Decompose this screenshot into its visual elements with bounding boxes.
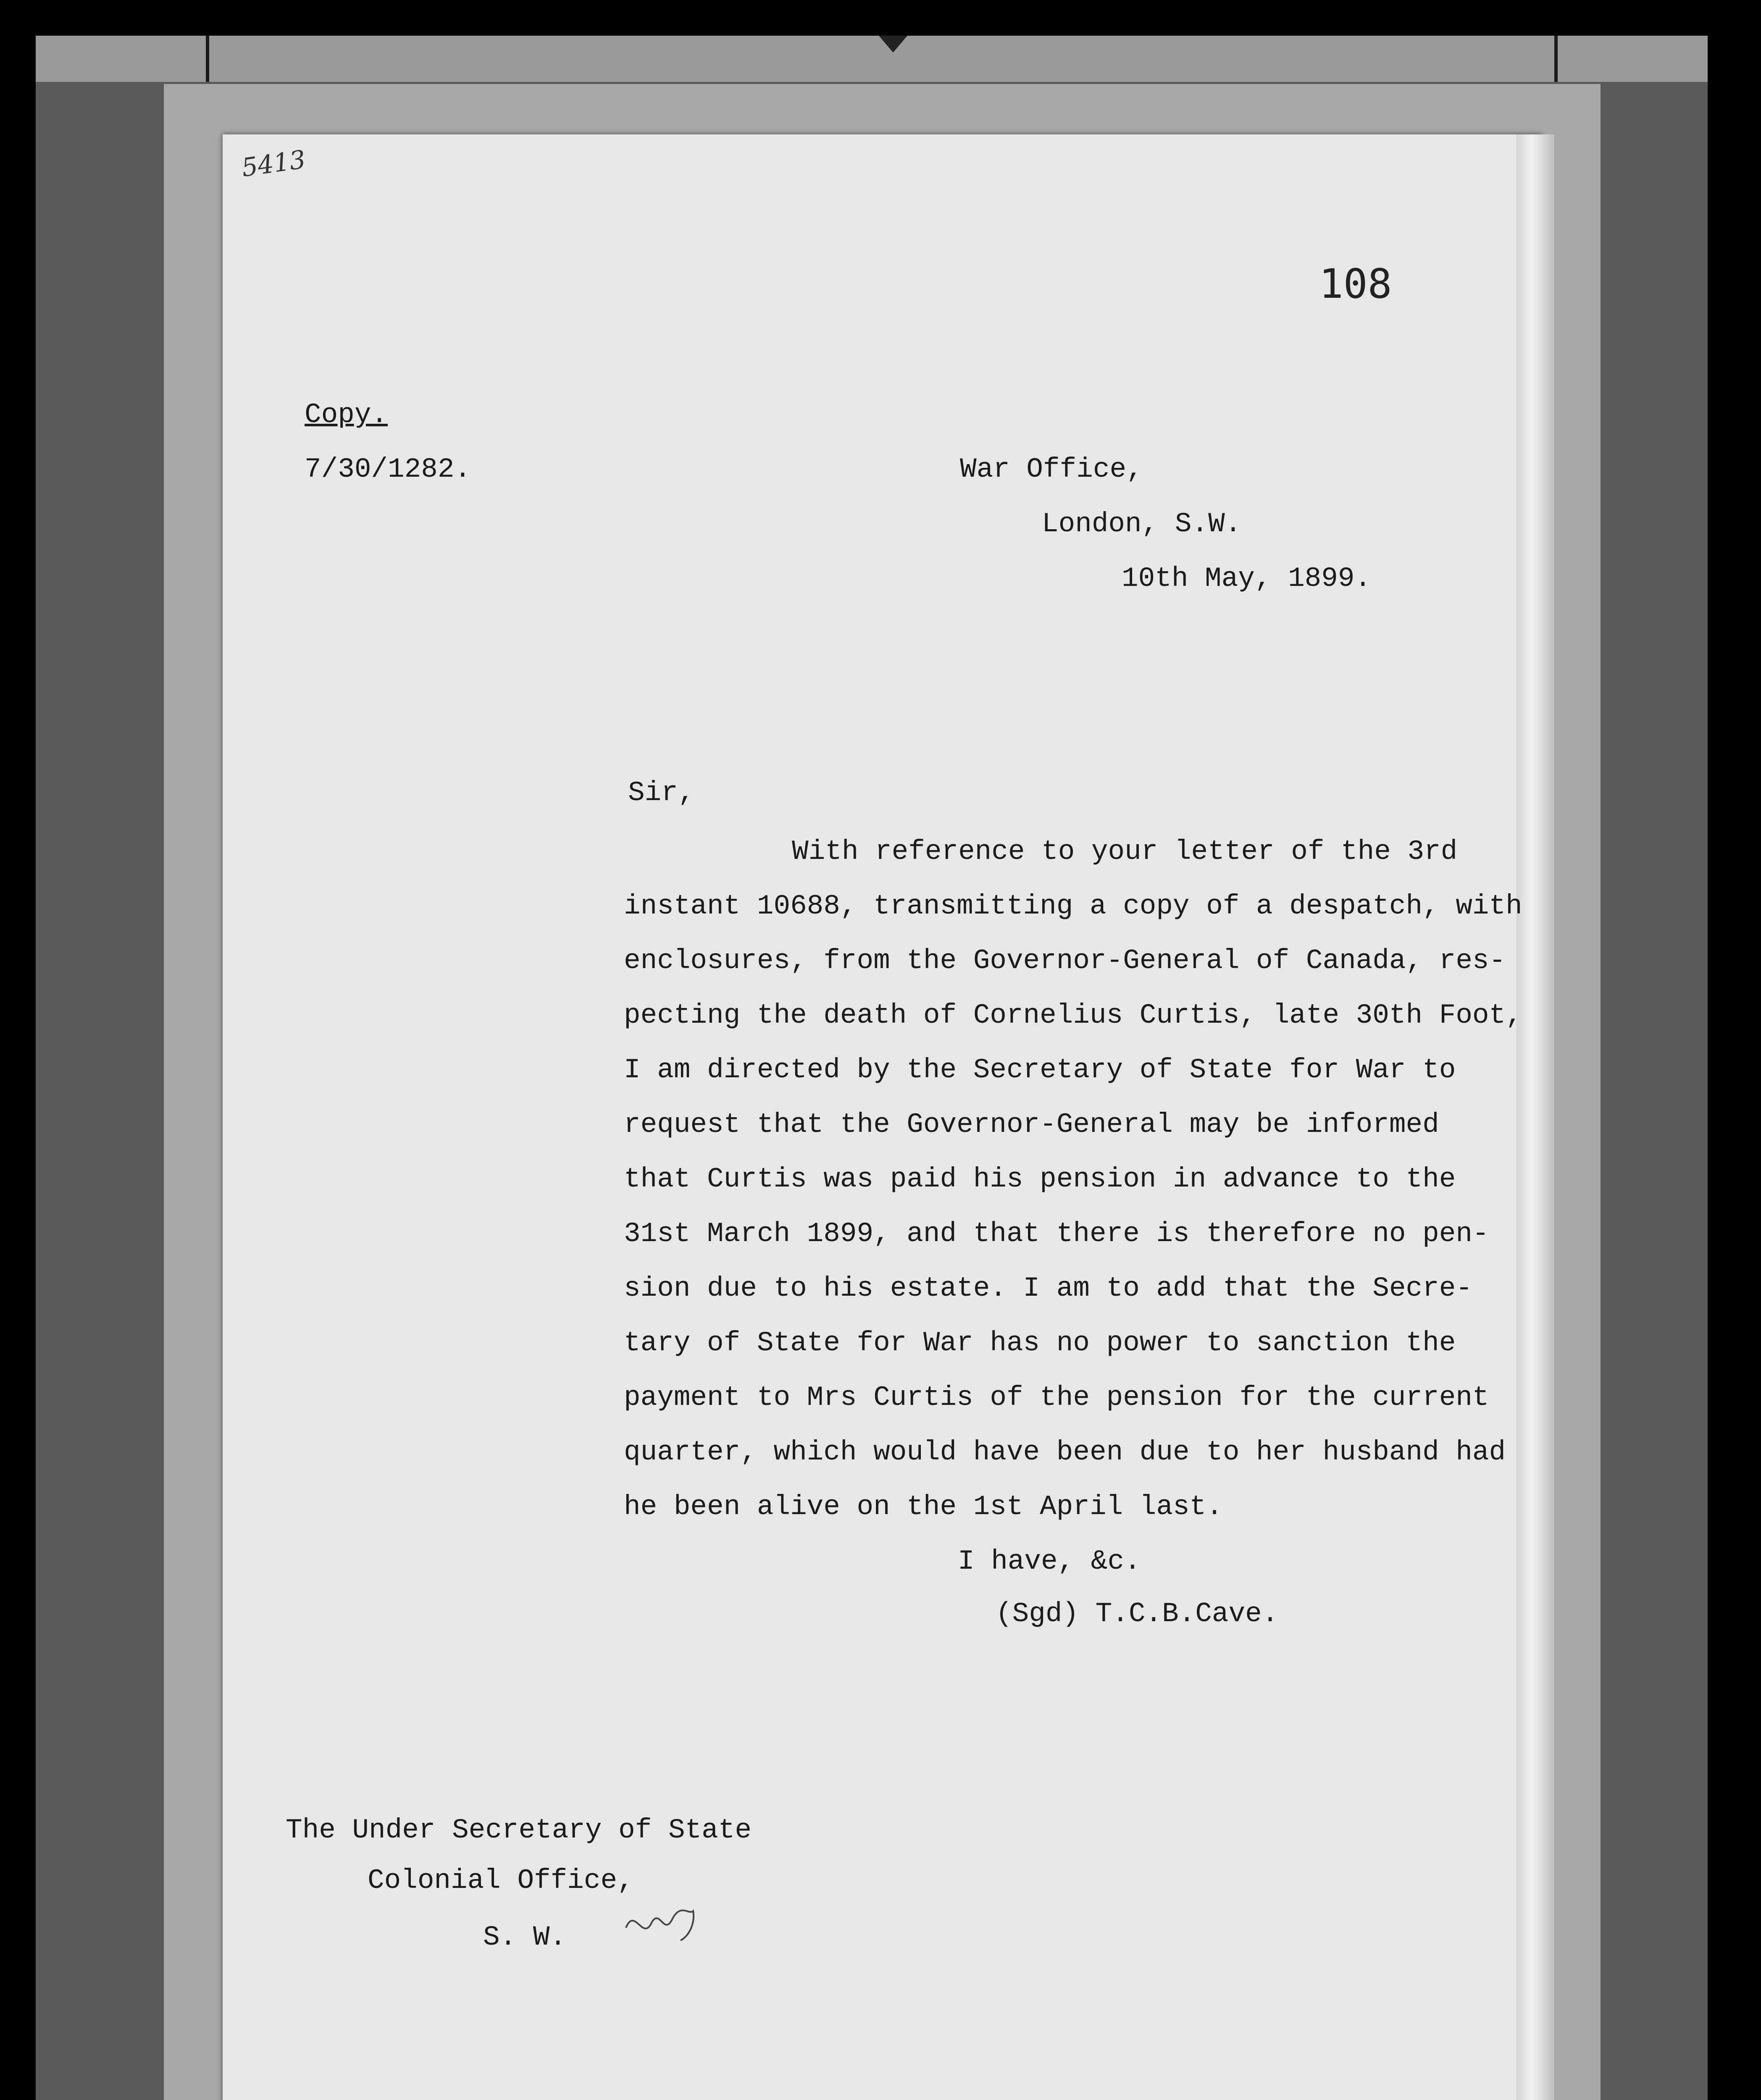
sender-city: London, S.W. [1042, 508, 1242, 540]
letter-date: 10th May, 1899. [1122, 563, 1372, 594]
handwritten-initials [622, 1898, 706, 1945]
film-tick [1554, 36, 1558, 82]
body-line: payment to Mrs Curtis of the pension for the current [624, 1382, 1489, 1413]
page-edge [1517, 134, 1554, 2100]
closing: I have, &c. [958, 1546, 1141, 1577]
salutation: Sir, [628, 777, 695, 808]
body-line: pecting the death of Cornelius Curtis, late 30th Foot, [624, 1000, 1522, 1031]
body-line: 31st March 1899, and that there is therefore no pen- [624, 1218, 1489, 1250]
page-number: 108 [1319, 260, 1392, 307]
film-top-edge [36, 36, 1708, 82]
body-line: that Curtis was paid his pension in advance to the [624, 1163, 1456, 1195]
body-line: sion due to his estate. I am to add that the Secre- [624, 1273, 1472, 1304]
file-reference: 7/30/1282. [305, 454, 471, 485]
copy-label: Copy. [305, 399, 388, 430]
sender-office: War Office, [960, 454, 1143, 485]
body-line: With reference to your letter of the 3rd [792, 836, 1458, 867]
body-line: enclosures, from the Governor-General of Canada, res- [624, 945, 1506, 976]
body-line: tary of State for War has no power to sanction the [624, 1327, 1456, 1359]
body-line: quarter, which would have been due to her husband had [624, 1436, 1506, 1468]
corner-handwritten-mark: 5413 [239, 144, 308, 183]
recipient-address: S. W. [483, 1922, 567, 1953]
body-line: instant 10688, transmitting a copy of a despatch, with [624, 890, 1522, 922]
signature: (Sgd) T.C.B.Cave. [996, 1598, 1279, 1630]
film-notch [879, 36, 907, 52]
film-tick [206, 36, 209, 82]
recipient-office: Colonial Office, [368, 1865, 634, 1896]
body-line: he been alive on the 1st April last. [624, 1491, 1223, 1522]
body-line: I am directed by the Secretary of State for War to [624, 1054, 1456, 1086]
recipient-title: The Under Secretary of State [286, 1814, 752, 1846]
body-line: request that the Governor-General may be informed [624, 1109, 1439, 1140]
